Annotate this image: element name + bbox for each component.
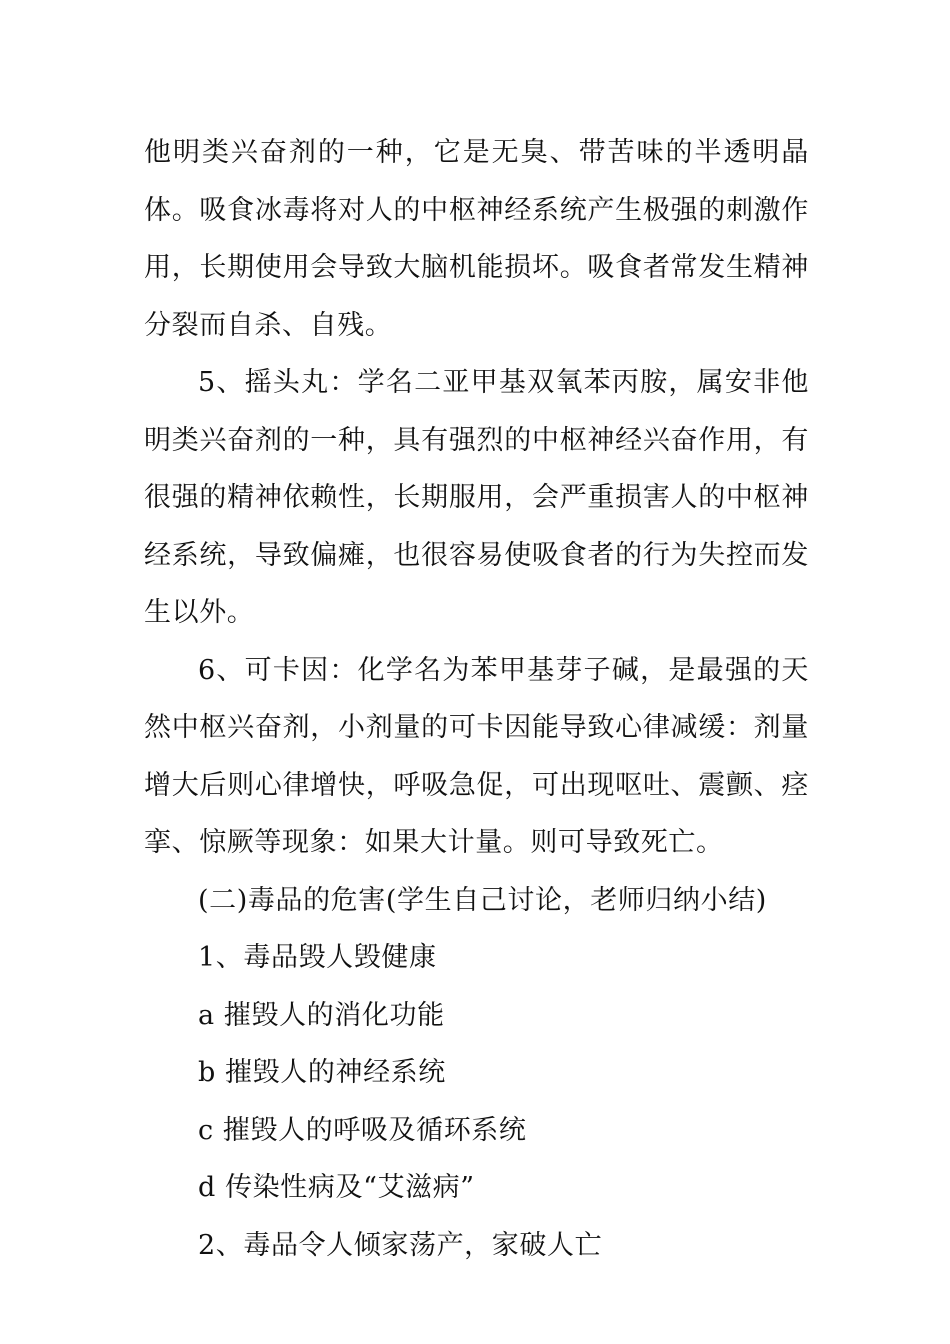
list-item-respiratory: c 摧毁人的呼吸及循环系统 [198, 1114, 527, 1146]
list-item-family-ruin: 2、毒品令人倾家荡产，家破人亡 [198, 1229, 603, 1261]
paragraph-cocaine: 6、可卡因：化学名为苯甲基芽子碱，是最强的天然中枢兴奋剂，小剂量的可卡因能导致心律减缓：剂量增大后则心律增快，呼吸急促，可出现呕吐、震颤、痉挛、惊厥等现象：如果大计量。则可导致死亡。 [144, 654, 809, 858]
section-heading-drug-harms: (二)毒品的危害(学生自己讨论，老师归纳小结) [198, 884, 767, 916]
document-body [144, 124, 809, 1274]
list-item-nervous: b 摧毁人的神经系统 [198, 1057, 446, 1088]
list-item-health-harm: 1、毒品毁人毁健康 [198, 942, 437, 973]
paragraph-ice-description: 他明类兴奋剂的一种，它是无臭、带苦味的半透明晶体。吸食冰毒将对人的中枢神经系统产生极强的刺激作用，长期使用会导致大脑机能损坏。吸食者常发生精神分裂而自杀、自残。 [144, 137, 809, 341]
list-item-disease: d 传染性病及“艾滋病” [198, 1172, 475, 1203]
list-item-digestive: a 摧毁人的消化功能 [198, 999, 445, 1031]
paragraph-ecstasy: 5、摇头丸：学名二亚甲基双氧苯丙胺，属安非他明类兴奋剂的一种，具有强烈的中枢神经兴奋作用，有很强的精神依赖性，长期服用，会严重损害人的中枢神经系统，导致偏瘫，也很容易使吸食者的行为失控而发生以外。 [144, 367, 809, 628]
